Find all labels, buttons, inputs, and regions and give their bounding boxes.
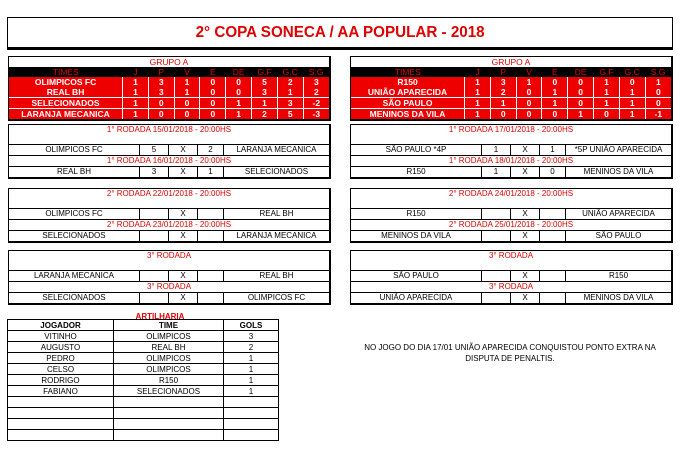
home-team: LARANJA MECANICA [9,271,140,281]
round-title: 2° RODADA 25/01/2018 - 20:00HS [351,219,671,230]
team-row [351,77,671,87]
versus: X [511,271,540,281]
stat-cell: 0 [542,109,568,120]
stat-cell: 3 [252,87,278,98]
scorer-row [8,408,279,419]
goals [224,397,279,408]
goals: 2 [224,342,279,353]
stat-cell: 1 [123,77,149,87]
player-name: PEDRO [8,353,114,364]
stat-cell: -3 [303,109,329,120]
stat-cell: 1 [123,87,149,98]
versus: X [169,167,198,177]
stat-cell: 1 [465,77,491,87]
column-header: DE [226,67,252,77]
team-name: SELECIONADOS [9,98,123,109]
team-name: R150 [351,77,465,87]
player-name: FABIANO [8,386,114,397]
away-team: UNIÃO APARECIDA [582,209,655,218]
home-score: 3 [140,167,169,177]
stat-cell: 3 [490,77,516,87]
team-row [9,109,329,120]
stat-cell: 0 [490,109,516,120]
stat-cell: 0 [148,98,174,109]
stat-cell: 1 [619,98,645,109]
home-team: SÃO PAULO *4P [351,145,482,155]
stat-cell: 5 [252,77,278,87]
team-name: OLIMPICOS FC [9,77,123,87]
stat-cell: 0 [148,109,174,120]
group-header-row [351,67,671,77]
spacer [351,135,671,144]
away-team: REAL BH [259,209,294,218]
stat-cell: 0 [200,77,226,87]
stat-cell: 1 [594,77,620,87]
team-row [351,109,671,120]
away-score: 2 [198,145,224,155]
note-line-1: NO JOGO DO DIA 17/01 UNIÃO APARECIDA CONQUISTOU PONTO EXTRA NA [364,343,656,352]
player-name: CELSO [8,364,114,375]
home-score: 5 [140,145,169,155]
round-block [8,250,331,305]
home-team: SÃO PAULO [351,271,482,281]
team-row [9,98,329,109]
stat-cell: 0 [200,109,226,120]
home-score: 1 [482,145,511,155]
scorer-row [8,331,279,342]
column-header: TIME [114,320,224,331]
column-header: G.C [277,67,303,77]
player-team [114,397,224,408]
stat-cell: 0 [645,98,671,109]
round-title: 1° RODADA 16/01/2018 - 20:00HS [9,155,329,166]
stat-cell: 0 [226,77,252,87]
column-header: S.G [303,67,329,77]
stat-cell: 0 [200,87,226,98]
column-header: TIMES [9,67,123,77]
home-score [140,293,169,303]
column-header: DE [568,67,594,77]
match-row [351,230,671,241]
versus: X [511,209,540,219]
home-team: R150 [351,167,482,177]
column-header: S.G [645,67,671,77]
stat-cell: 1 [252,98,278,109]
goals: 1 [224,364,279,375]
stat-cell: 0 [568,77,594,87]
round-title: 2° RODADA 24/01/2018 - 20:00HS [448,189,574,198]
round-title: 1° RODADA 18/01/2018 - 20:00HS [351,155,671,166]
stat-cell: 2 [277,77,303,87]
home-score [482,271,511,281]
scorer-row [8,397,279,408]
column-header: TIMES [351,67,465,77]
group-title: GRUPO A [351,57,671,67]
player-team: OLIMPICOS [114,364,224,375]
stat-cell: 3 [277,98,303,109]
player-name: VITINHO [8,331,114,342]
away-score [540,209,566,219]
column-header: V [516,67,542,77]
column-header: E [542,67,568,77]
round-title: 3° RODADA [488,251,534,260]
match-row [9,270,329,281]
stat-cell: 3 [303,77,329,87]
away-team: LARANJA MECANICA [236,231,317,240]
stat-cell: 0 [174,98,200,109]
versus: X [169,209,198,219]
away-team: SÃO PAULO [595,231,642,240]
stat-cell: 0 [516,109,542,120]
artilharia-header-row [8,320,279,331]
stat-cell: 0 [542,77,568,87]
versus: X [511,145,540,155]
goals: 1 [224,386,279,397]
away-score: 0 [540,167,566,177]
stat-cell: 1 [542,98,568,109]
team-name: UNIÃO APARECIDA [351,87,465,98]
stat-cell: 1 [645,77,671,87]
scorer-row [8,353,279,364]
round-block [8,124,331,179]
player-team [114,408,224,419]
stat-cell: 0 [619,77,645,87]
home-team: SELECIONADOS [9,293,140,303]
home-team: R150 [351,209,482,219]
team-row [9,87,329,98]
stat-cell: 1 [226,98,252,109]
home-team: UNIÃO APARECIDA [351,293,482,303]
scorer-row [8,419,279,430]
column-header: E [200,67,226,77]
stat-cell: 0 [516,87,542,98]
team-row [351,98,671,109]
versus: X [169,293,198,303]
stat-cell: 1 [174,77,200,87]
note-text [345,342,675,364]
home-score [140,271,169,281]
stat-cell: 1 [123,109,149,120]
player-team [114,430,224,441]
versus: X [511,167,540,177]
round-title: 1° RODADA 15/01/2018 - 20:00HS [106,125,232,134]
goals: 3 [224,331,279,342]
away-score: 1 [540,145,566,155]
stat-cell: 1 [465,98,491,109]
column-header: G.F [252,67,278,77]
home-score [140,209,169,219]
match-row [9,292,329,303]
stat-cell: 1 [594,98,620,109]
spacer [9,199,329,208]
column-header: JOGADOR [8,320,114,331]
note-line-2: DISPUTA DE PENALTIS. [465,354,555,363]
column-header: P [148,67,174,77]
versus: X [511,293,540,303]
player-name [8,430,114,441]
match-row [9,166,329,177]
away-team: SELECIONADOS [244,167,309,176]
stat-cell: 3 [148,77,174,87]
stat-cell: 0 [226,87,252,98]
away-score [198,293,224,303]
stat-cell: 2 [490,87,516,98]
goals [224,419,279,430]
stat-cell: 0 [174,109,200,120]
away-score [198,231,224,241]
round-title: 3° RODADA [351,281,671,292]
stat-cell: 1 [465,109,491,120]
stat-cell: 1 [174,87,200,98]
home-team: OLIMPICOS FC [9,145,140,155]
stat-cell: 1 [516,77,542,87]
stat-cell: 0 [645,87,671,98]
match-row [351,292,671,303]
match-row [351,166,671,177]
versus: X [169,145,198,155]
stat-cell: 1 [465,87,491,98]
versus: X [169,231,198,241]
round-title: 3° RODADA [146,251,192,260]
stat-cell: 2 [303,87,329,98]
stat-cell: 2 [252,109,278,120]
column-header: G.C [619,67,645,77]
player-team: OLIMPICOS [114,331,224,342]
stat-cell: 0 [594,109,620,120]
player-team: REAL BH [114,342,224,353]
home-team: REAL BH [9,167,140,177]
home-team: MENINOS DA VILA [351,231,482,241]
home-team: SELECIONADOS [9,231,140,241]
scorer-row [8,375,279,386]
stat-cell: 5 [277,109,303,120]
artilharia-table [7,319,279,441]
stat-cell: 1 [542,87,568,98]
stat-cell: 3 [148,87,174,98]
stat-cell: 1 [619,87,645,98]
round-title: 2° RODADA 23/01/2018 - 20:00HS [9,219,329,230]
match-row [9,230,329,241]
player-name [8,397,114,408]
round-title: 1° RODADA 17/01/2018 - 20:00HS [448,125,574,134]
match-row [351,144,671,155]
match-row [351,208,671,219]
home-score: 1 [482,167,511,177]
page-title-box [7,17,673,50]
player-name: RODRIGO [8,375,114,386]
away-team: R150 [608,271,629,280]
stat-cell: 0 [200,98,226,109]
round-block [350,188,673,243]
home-score [140,231,169,241]
away-score: 1 [198,167,224,177]
scorer-row [8,430,279,441]
match-row [351,270,671,281]
away-team: *5P UNIÃO APARECIDA [574,145,663,154]
away-team: LARANJA MECANICA [236,145,317,154]
column-header: G.F [594,67,620,77]
team-row [351,87,671,98]
goals [224,430,279,441]
player-name [8,419,114,430]
away-team: MENINOS DA VILA [583,167,654,176]
stat-cell: -1 [645,109,671,120]
column-header: P [490,67,516,77]
column-header: GOLS [224,320,279,331]
home-team: OLIMPICOS FC [9,209,140,219]
away-score [540,293,566,303]
group-header-row [9,67,329,77]
stat-cell: 1 [277,87,303,98]
player-name: AUGUSTO [8,342,114,353]
away-team: MENINOS DA VILA [583,293,654,302]
versus: X [511,231,540,241]
scorer-row [8,364,279,375]
team-name: MENINOS DA VILA [351,109,465,120]
column-header: J [465,67,491,77]
column-header: J [123,67,149,77]
scorer-row [8,342,279,353]
player-team: SELECIONADOS [114,386,224,397]
round-title: 3° RODADA [9,281,329,292]
group-table-right [350,56,673,121]
away-team: OLIMPICOS FC [247,293,306,302]
stat-cell: 1 [490,98,516,109]
away-score [198,209,224,219]
player-team: R150 [114,375,224,386]
round-block [350,250,673,305]
player-name [8,408,114,419]
group-title: GRUPO A [9,57,329,67]
stat-cell: 1 [123,98,149,109]
team-row [9,77,329,87]
match-row [9,208,329,219]
team-name: LARANJA MECANICA [9,109,123,120]
stat-cell: 0 [516,98,542,109]
group-table-left [8,56,331,121]
stat-cell: 1 [594,87,620,98]
match-row [9,144,329,155]
team-name: REAL BH [9,87,123,98]
player-team [114,419,224,430]
team-name: SÃO PAULO [351,98,465,109]
artilharia-title: ARTILHARIA [135,312,185,321]
goals: 1 [224,375,279,386]
goals: 1 [224,353,279,364]
column-header: V [174,67,200,77]
round-title: 2° RODADA 22/01/2018 - 20:00HS [106,189,232,198]
stat-cell: 0 [568,87,594,98]
goals [224,408,279,419]
spacer [9,135,329,144]
stat-cell: 1 [619,109,645,120]
page-title: 2° COPA SONECA / AA POPULAR - 2018 [195,23,485,41]
away-score [540,231,566,241]
stat-cell: 1 [568,109,594,120]
away-score [540,271,566,281]
home-score [482,293,511,303]
player-team: OLIMPICOS [114,353,224,364]
spacer [9,261,329,270]
stat-cell: 0 [568,98,594,109]
stat-cell: 1 [226,109,252,120]
round-block [350,124,673,179]
away-team: REAL BH [259,271,294,280]
round-block [8,188,331,243]
away-score [198,271,224,281]
spacer [351,261,671,270]
versus: X [169,271,198,281]
spacer [351,199,671,208]
home-score [482,231,511,241]
home-score [482,209,511,219]
scorer-row [8,386,279,397]
stat-cell: -2 [303,98,329,109]
